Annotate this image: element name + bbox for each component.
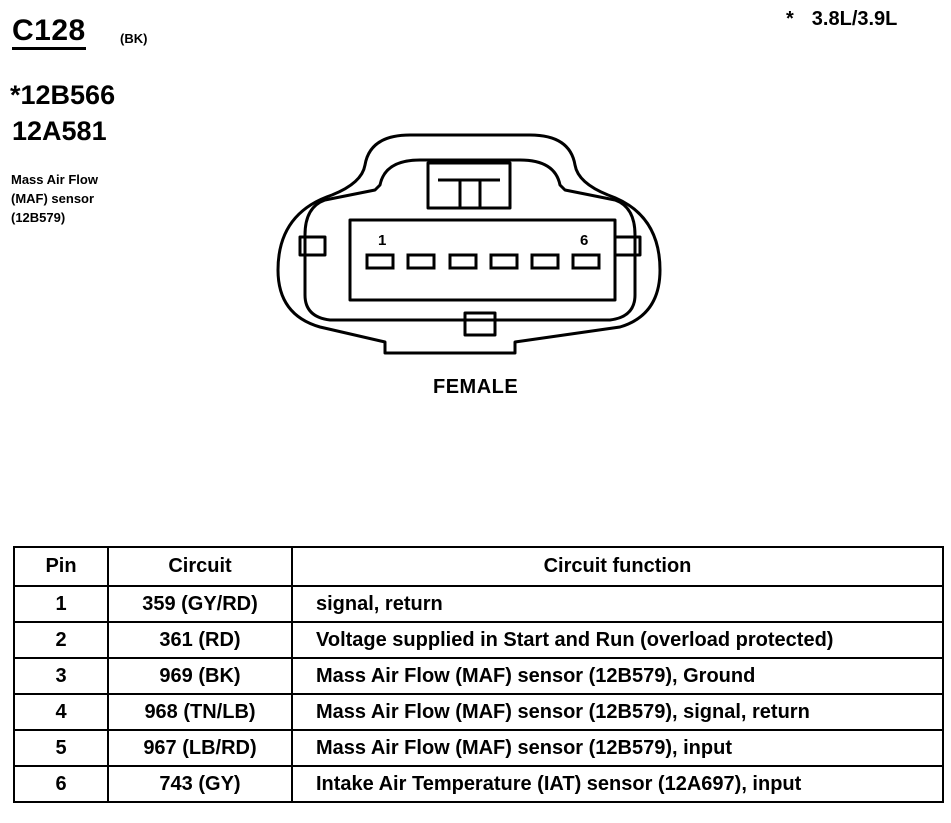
pin-cavity-5 (532, 255, 558, 268)
pin-label-first: 1 (378, 232, 387, 249)
connector-id: C128 (12, 16, 86, 50)
pin-label-last: 6 (580, 232, 589, 249)
cell-circuit: 967 (LB/RD) (108, 730, 292, 766)
table-row (14, 694, 943, 730)
pin-cavity-1 (367, 255, 393, 268)
description-line: (MAF) sensor (11, 191, 95, 206)
pin-table (13, 546, 944, 803)
cell-pin: 2 (14, 622, 108, 658)
description-line: (12B579) (11, 210, 66, 225)
pin-cavity-4 (491, 255, 517, 268)
cell-circuit: 969 (BK) (108, 658, 292, 694)
connector-face-diagram (270, 125, 670, 365)
cell-circuit: 359 (GY/RD) (108, 586, 292, 622)
cell-pin: 6 (14, 766, 108, 802)
cell-function: Mass Air Flow (MAF) sensor (12B579), Ground (292, 658, 943, 694)
connector-gender-label: FEMALE (433, 376, 519, 398)
header-circuit: Circuit (108, 547, 292, 586)
component-description (11, 170, 98, 227)
locking-latch (428, 163, 510, 208)
bottom-key (465, 313, 495, 335)
table-row (14, 766, 943, 802)
connector-color: (BK) (120, 31, 148, 46)
cell-circuit: 968 (TN/LB) (108, 694, 292, 730)
cell-function: Intake Air Temperature (IAT) sensor (12A697), input (292, 766, 943, 802)
cell-circuit: 743 (GY) (108, 766, 292, 802)
pin-cavity-2 (408, 255, 434, 268)
cell-pin: 5 (14, 730, 108, 766)
engine-note-text: 3.8L/3.9L (811, 8, 898, 30)
part-number-2: 12A581 (12, 116, 107, 146)
cell-pin: 1 (14, 586, 108, 622)
pin-cavity-6 (573, 255, 599, 268)
cell-circuit: 361 (RD) (108, 622, 292, 658)
cell-function: Mass Air Flow (MAF) sensor (12B579), signal, return (292, 694, 943, 730)
table-header-row (14, 547, 943, 586)
cell-function: Mass Air Flow (MAF) sensor (12B579), input (292, 730, 943, 766)
pin-cavity-3 (450, 255, 476, 268)
engine-note-marker: * (786, 8, 794, 30)
cell-function: signal, return (292, 586, 943, 622)
cell-pin: 3 (14, 658, 108, 694)
table-row (14, 586, 943, 622)
cell-pin: 4 (14, 694, 108, 730)
table-row (14, 658, 943, 694)
part-number-1: *12B566 (10, 80, 116, 110)
header-pin: Pin (14, 547, 108, 586)
table-row (14, 730, 943, 766)
description-line: Mass Air Flow (11, 172, 98, 187)
engine-note (786, 8, 897, 31)
header-circuit-function: Circuit function (292, 547, 943, 586)
table-row (14, 622, 943, 658)
pin-cavity-frame (350, 220, 615, 300)
cell-function: Voltage supplied in Start and Run (overload protected) (292, 622, 943, 658)
